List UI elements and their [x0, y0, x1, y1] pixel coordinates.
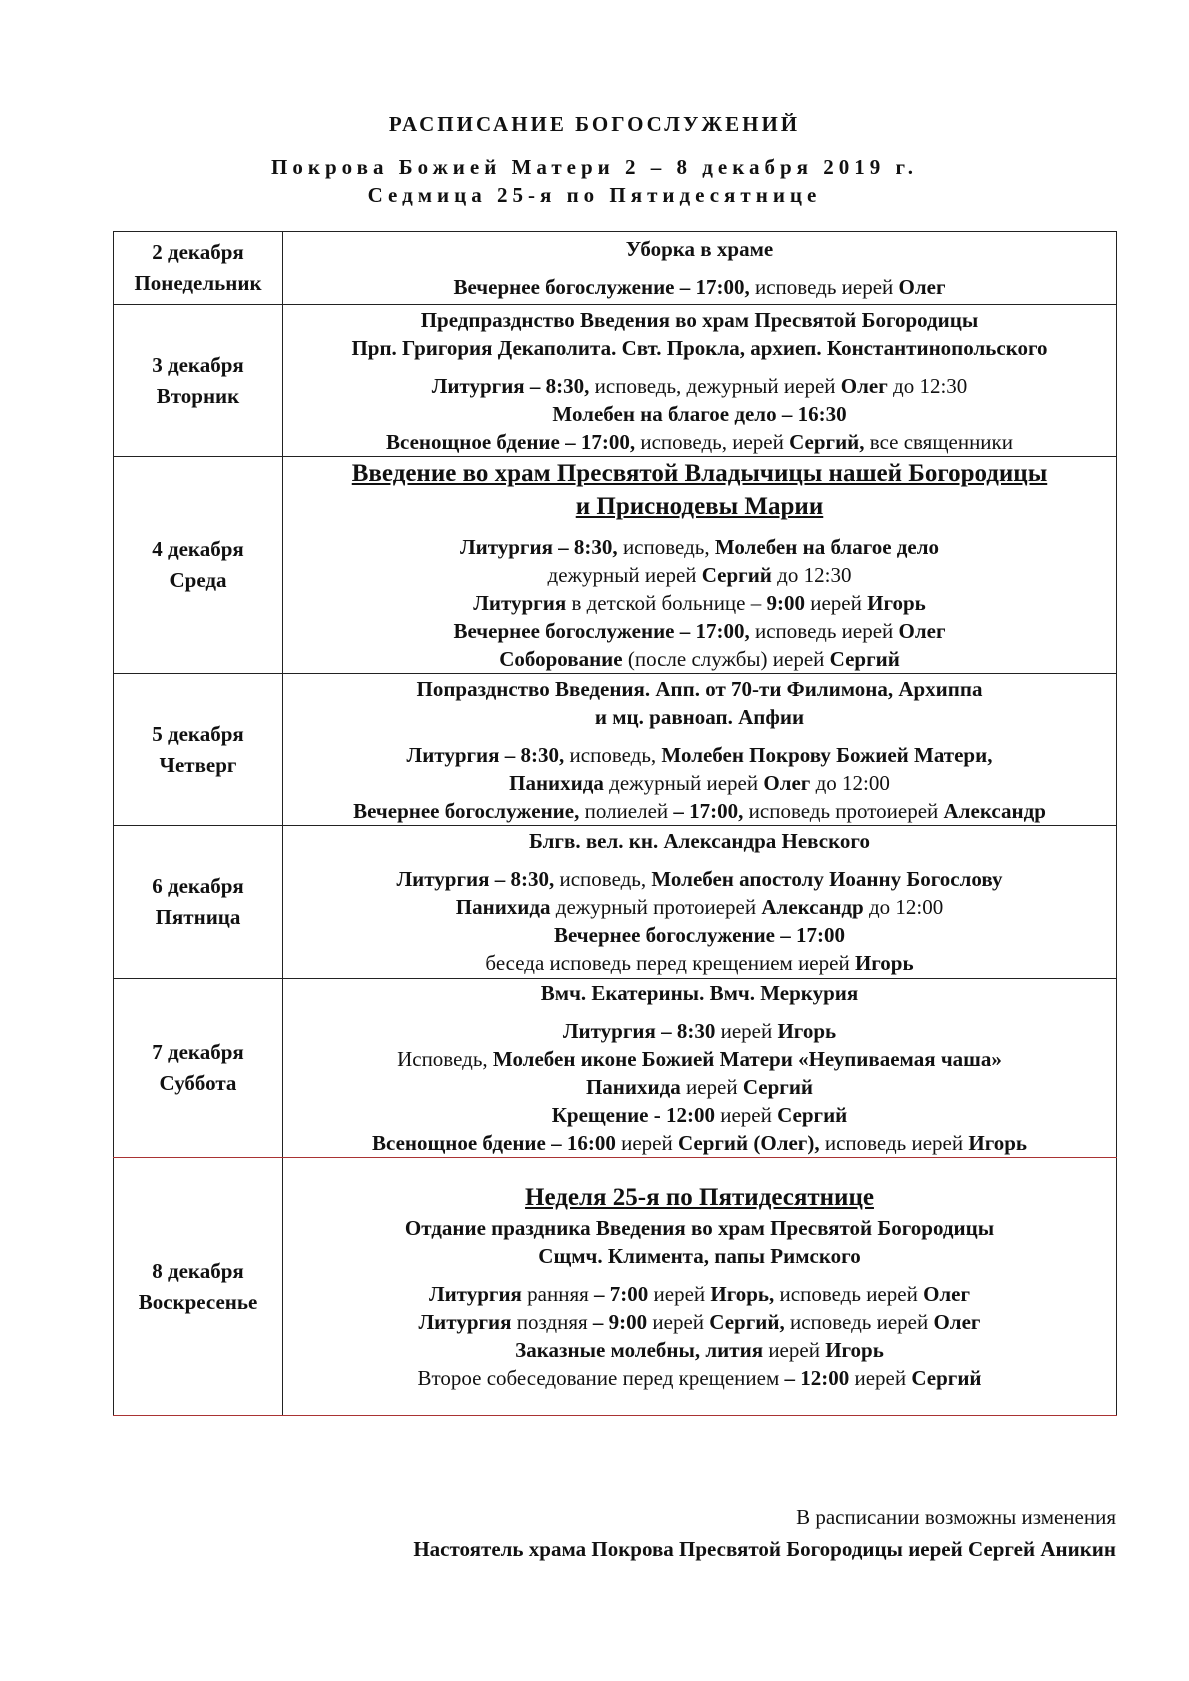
spacer: [283, 855, 1116, 865]
service-line: [283, 893, 1116, 921]
service-line: [283, 1308, 1116, 1336]
service-emphasis: Сергий: [777, 1103, 848, 1127]
service-text: иерей: [805, 591, 868, 615]
service-emphasis: Олег: [898, 619, 946, 643]
service-text: до 12:00: [810, 770, 890, 795]
service-text: до 12:30: [887, 373, 968, 398]
service-emphasis: Литургия – 8:30,: [459, 535, 618, 559]
day-content: [283, 232, 1117, 305]
service-text: иерей: [715, 1019, 778, 1043]
service-emphasis: Олег: [923, 1282, 971, 1306]
service-emphasis: Литургия – 8:30,: [431, 373, 590, 398]
service-emphasis: Вечернее богослужение – 17:00,: [453, 275, 750, 299]
service-text: (после службы) иерей: [622, 647, 830, 671]
service-text: дежурный иерей: [547, 563, 702, 587]
service-text: исповедь протоиерей: [743, 798, 944, 823]
spacer: [283, 362, 1116, 372]
service-emphasis: Молебен апостолу Иоанну Богослову: [651, 867, 1003, 891]
service-line: [283, 741, 1116, 769]
service-emphasis: Молебен Покрову Божией Матери,: [661, 742, 993, 767]
service-line: [283, 1045, 1116, 1073]
service-emphasis: Литургия: [418, 1310, 512, 1334]
service-emphasis: Вечернее богослужение,: [353, 798, 580, 823]
day-weekday: Четверг: [159, 752, 237, 777]
service-text: исповедь,: [554, 867, 652, 891]
day-date: 7 декабря: [152, 1040, 244, 1064]
service-text: Второе собеседование перед крещением: [417, 1366, 785, 1390]
spacer: [283, 1270, 1116, 1280]
service-emphasis: Молебен иконе Божией Матери «Неупиваемая чаша»: [492, 1047, 1002, 1071]
service-emphasis: Молебен на благое дело – 16:30: [552, 401, 847, 426]
service-text: исповедь,: [617, 535, 715, 559]
service-text: дежурный протоиерей: [550, 895, 762, 919]
schedule-table: [113, 231, 1117, 1416]
service-emphasis: Молебен на благое дело: [714, 535, 940, 559]
day-row: [114, 1158, 1117, 1416]
service-line: [283, 400, 1116, 428]
service-emphasis: Всенощное бдение – 16:00: [372, 1131, 616, 1155]
service-emphasis: – 9:00: [592, 1310, 648, 1334]
service-emphasis: Панихида: [585, 1075, 681, 1099]
service-line: [283, 1073, 1116, 1101]
day-weekday: Понедельник: [134, 271, 262, 295]
spacer: [283, 263, 1116, 273]
day-weekday: Среда: [169, 568, 227, 592]
day-date: 3 декабря: [152, 352, 244, 377]
service-line: [283, 1129, 1116, 1157]
schedule-change-note: В расписании возможны изменения: [796, 1505, 1116, 1529]
commemoration-title: Попразднство Введения. Апп. от 70-ти Филимона, Архиппа: [416, 676, 983, 701]
service-line: [283, 533, 1116, 561]
service-line: [283, 949, 1116, 977]
service-text: поздняя: [511, 1310, 593, 1334]
service-text: ранняя: [521, 1282, 595, 1306]
day-weekday: Суббота: [159, 1071, 237, 1095]
service-emphasis: Игорь: [854, 951, 914, 975]
service-text: иерей: [763, 1338, 826, 1362]
service-text: все священники: [864, 429, 1013, 454]
parish-dates-subtitle: Покрова Божией Матери 2 – 8 декабря 2019 г.: [271, 155, 918, 179]
day-content: [283, 457, 1117, 674]
day-content: [283, 305, 1117, 457]
service-emphasis: Сергий,: [709, 1310, 785, 1334]
service-emphasis: Сергий: [829, 647, 900, 671]
day-row: [114, 305, 1117, 457]
day-weekday: Вторник: [156, 383, 240, 408]
service-line: [283, 797, 1116, 825]
day-cell: [114, 826, 283, 979]
commemoration-title: Блгв. вел. кн. Александра Невского: [529, 829, 870, 853]
service-emphasis: – 7:00: [594, 1282, 649, 1306]
service-line: [283, 428, 1116, 456]
service-emphasis: Панихида: [455, 895, 551, 919]
day-date: 5 декабря: [152, 721, 244, 746]
day-date: 6 декабря: [152, 874, 244, 898]
service-text: иерей: [849, 1366, 912, 1390]
commemoration-title: и мц. равноап. Апфии: [594, 704, 805, 729]
service-emphasis: 9:00: [766, 591, 805, 615]
service-line: [283, 561, 1116, 589]
service-emphasis: Сергий,: [789, 429, 865, 454]
document-title: РАСПИСАНИЕ БОГОСЛУЖЕНИЙ: [388, 112, 801, 136]
service-text: до 12:00: [863, 895, 944, 919]
service-emphasis: Игорь: [867, 591, 926, 615]
service-emphasis: Игорь: [825, 1338, 884, 1362]
service-line: [283, 865, 1116, 893]
service-text: иерей: [647, 1310, 710, 1334]
service-emphasis: Александр: [943, 798, 1046, 823]
service-emphasis: Литургия – 8:30: [562, 1019, 716, 1043]
service-emphasis: Соборование: [499, 647, 623, 671]
feast-title: и Приснодевы Марии: [575, 493, 824, 520]
spacer: [283, 731, 1116, 741]
week-subtitle: Седмица 25-я по Пятидесятнице: [367, 183, 822, 207]
service-text: исповедь иерей: [749, 619, 899, 643]
service-emphasis: Олег: [898, 275, 946, 299]
rector-signature: Настоятель храма Покрова Пресвятой Богородицы иерей Сергей Аникин: [413, 1537, 1116, 1561]
spacer: [283, 1007, 1116, 1017]
service-line: [283, 589, 1116, 617]
commemoration-title: Отдание праздника Введения во храм Пресвятой Богородицы: [404, 1216, 995, 1240]
service-text: иерей: [615, 1131, 678, 1155]
service-emphasis: Литургия – 8:30,: [406, 742, 565, 767]
service-emphasis: Сергий: [701, 563, 772, 587]
day-cell: [114, 674, 283, 826]
service-emphasis: Олег: [763, 770, 811, 795]
day-content: [283, 674, 1117, 826]
day-date: 4 декабря: [152, 537, 244, 561]
day-row: [114, 826, 1117, 979]
commemoration-title: Сщмч. Климента, папы Римского: [538, 1244, 861, 1268]
service-emphasis: Игорь: [777, 1019, 837, 1043]
service-emphasis: Панихида: [509, 770, 604, 795]
day-date: 2 декабря: [152, 240, 244, 264]
service-emphasis: Игорь: [968, 1131, 1027, 1155]
day-weekday: Воскресенье: [138, 1289, 258, 1314]
service-emphasis: Олег: [840, 373, 888, 398]
service-emphasis: Заказные молебны, лития: [515, 1338, 764, 1362]
service-line: [283, 617, 1116, 645]
day-row: [114, 232, 1117, 305]
day-cell: [114, 232, 283, 305]
service-line: [283, 1280, 1116, 1308]
service-emphasis: Литургия: [428, 1282, 522, 1306]
commemoration-title: Предпразднство Введения во храм Пресвятой Богородицы: [420, 307, 979, 332]
service-text: исповедь,: [564, 742, 662, 767]
service-line: [283, 1017, 1116, 1045]
service-emphasis: Всенощное бдение – 17:00,: [386, 429, 636, 454]
service-text: исповедь иерей: [784, 1310, 934, 1334]
day-row: [114, 674, 1117, 826]
service-line: [283, 1336, 1116, 1364]
service-text: исповедь иерей: [819, 1131, 969, 1155]
service-text: иерей: [680, 1075, 743, 1099]
service-text: исповедь иерей: [749, 275, 899, 299]
service-text: исповедь, дежурный иерей: [589, 373, 841, 398]
day-content: [283, 979, 1117, 1158]
service-emphasis: Александр: [761, 895, 864, 919]
service-emphasis: – 17:00,: [673, 798, 744, 823]
service-text: иерей: [648, 1282, 711, 1306]
service-emphasis: Игорь,: [710, 1282, 775, 1306]
service-emphasis: Сергий: [742, 1075, 814, 1099]
day-content: [283, 1158, 1117, 1416]
day-cell: [114, 979, 283, 1158]
service-line: [283, 645, 1116, 673]
service-emphasis: Литургия – 8:30,: [396, 867, 555, 891]
commemoration-title: Вмч. Екатерины. Вмч. Меркурия: [540, 981, 859, 1005]
service-text: беседа исповедь перед крещением иерей: [485, 951, 855, 975]
service-line: [283, 1101, 1116, 1129]
day-cell: [114, 305, 283, 457]
day-cell: [114, 1158, 283, 1416]
service-emphasis: Литургия: [473, 591, 567, 615]
service-text: полиелей: [579, 798, 674, 823]
commemoration-title: Прп. Григория Декаполита. Свт. Прокла, архиеп. Константинопольского: [351, 335, 1048, 360]
day-date: 8 декабря: [152, 1258, 244, 1283]
service-emphasis: Крещение - 12:00: [551, 1103, 715, 1127]
service-text: Исповедь,: [397, 1047, 493, 1071]
service-emphasis: Сергий: [911, 1366, 982, 1390]
service-emphasis: – 12:00: [784, 1366, 850, 1390]
service-line: [283, 769, 1116, 797]
service-line: [283, 273, 1116, 301]
day-cell: [114, 457, 283, 674]
service-text: в детской больнице –: [566, 591, 767, 615]
service-line: [283, 1364, 1116, 1392]
feast-title: Неделя 25-я по Пятидесятнице: [525, 1184, 874, 1211]
day-row: [114, 457, 1117, 674]
service-emphasis: Олег: [933, 1310, 981, 1334]
service-text: исповедь иерей: [774, 1282, 924, 1306]
service-line: [283, 372, 1116, 400]
feast-title: Введение во храм Пресвятой Владычицы нашей Богородицы: [351, 460, 1048, 487]
service-emphasis: Сергий (Олег),: [677, 1131, 820, 1155]
service-text: иерей: [715, 1103, 778, 1127]
day-weekday: Пятница: [155, 905, 241, 929]
day-content: [283, 826, 1117, 979]
service-text: дежурный иерей: [603, 770, 764, 795]
spacer: [283, 523, 1116, 533]
commemoration-title: Уборка в храме: [625, 237, 774, 261]
service-line: [283, 921, 1116, 949]
service-text: исповедь, иерей: [635, 429, 790, 454]
service-emphasis: Вечернее богослужение – 17:00: [554, 923, 845, 947]
service-text: до 12:30: [771, 563, 852, 587]
service-emphasis: Вечернее богослужение – 17:00,: [453, 619, 750, 643]
day-row: [114, 979, 1117, 1158]
